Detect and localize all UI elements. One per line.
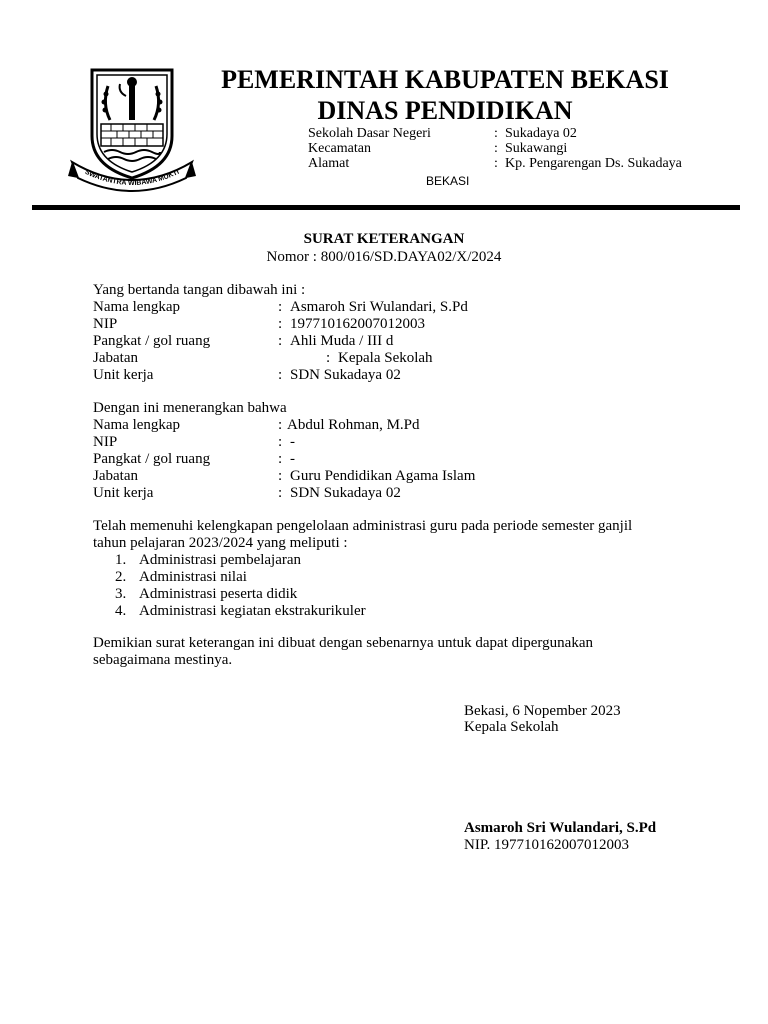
signer-row: Unit kerja : SDN Sukadaya 02 [93,367,401,383]
signer-row: NIP : 197710162007012003 [93,316,425,332]
field-value: Kepala Sekolah [338,350,433,366]
field-value: SDN Sukadaya 02 [290,367,401,383]
field-label: Jabatan [93,468,138,484]
field-value: SDN Sukadaya 02 [290,485,401,501]
field-value: Guru Pendidikan Agama Islam [290,468,476,484]
field-label: Nama lengkap [93,417,181,433]
logo-motto: SWATANTRA WIBAWA MUKTI [83,168,181,188]
header-info-row: Sekolah Dasar Negeri : Sukadaya 02 [308,126,577,141]
header-info-value: Sukadaya 02 [505,126,577,141]
subject-row: Pangkat / gol ruang : - [93,451,295,467]
signer-row: Pangkat / gol ruang : Ahli Muda / III d [93,333,394,349]
field-label: NIP [93,434,118,450]
field-label: Pangkat / gol ruang [93,333,211,349]
letter-number: Nomor : 800/016/SD.DAYA02/X/2024 [266,249,502,265]
header-info-row: Alamat : Kp. Pengarengan Ds. Sukadaya [308,156,682,171]
closing-line: sebagaimana mestinya. [93,652,233,668]
list-item-text: Administrasi pembelajaran [139,552,302,568]
header-info-label: Alamat [308,156,350,171]
government-title: PEMERINTAH KABUPATEN BEKASI [221,65,669,94]
list-item-text: Administrasi nilai [139,569,247,585]
signature-position: Kepala Sekolah [464,719,559,735]
field-label: Unit kerja [93,485,154,501]
list-item: 3. Administrasi peserta didik [115,586,298,602]
field-label: Unit kerja [93,367,154,383]
subject-row: Nama lengkap : Abdul Rohman, M.Pd [93,417,420,433]
signature-place-date: Bekasi, 6 Nopember 2023 [464,703,621,719]
list-item: 1. Administrasi pembelajaran [115,552,302,568]
header-info-label: Sekolah Dasar Negeri [308,126,431,141]
field-label: Pangkat / gol ruang [93,451,211,467]
intro-text: Yang bertanda tangan dibawah ini : [93,282,306,298]
field-value: - [290,451,295,467]
field-value: Ahli Muda / III d [290,333,394,349]
header-info-row: Kecamatan : Sukawangi [308,141,568,156]
letterhead-divider [32,205,740,210]
field-value: - [290,434,295,450]
field-value: Abdul Rohman, M.Pd [287,417,420,433]
field-label: NIP [93,316,118,332]
signature-nip: NIP. 197710162007012003 [464,837,630,853]
body-paragraph-line: Telah memenuhi kelengkapan pengelolaan administrasi guru pada periode semester ganjil [93,518,633,534]
letter-title: SURAT KETERANGAN [303,231,465,247]
field-label: Jabatan [93,350,138,366]
header-info-value: Kp. Pengarengan Ds. Sukadaya [505,156,682,171]
signer-row: Jabatan : Kepala Sekolah [93,350,433,366]
department-title: DINAS PENDIDIKAN [317,96,573,125]
subject-row: Unit kerja : SDN Sukadaya 02 [93,485,401,501]
header-city: BEKASI [426,174,470,188]
field-label: Nama lengkap [93,299,181,315]
signature-name: Asmaroh Sri Wulandari, S.Pd [464,820,657,836]
subject-row: Jabatan : Guru Pendidikan Agama Islam [93,468,476,484]
field-value: 197710162007012003 [290,316,425,332]
subject-row: NIP : - [93,434,295,450]
signer-row: Nama lengkap : Asmaroh Sri Wulandari, S.Pd [93,299,468,315]
closing-line: Demikian surat keterangan ini dibuat dengan sebenarnya untuk dapat dipergunakan [93,635,593,651]
list-item: 4. Administrasi kegiatan ekstrakurikuler [115,603,366,619]
header-info-label: Kecamatan [308,141,371,156]
list-item: 2. Administrasi nilai [115,569,247,585]
field-value: Asmaroh Sri Wulandari, S.Pd [290,299,468,315]
list-item-text: Administrasi kegiatan ekstrakurikuler [139,603,366,619]
declare-text: Dengan ini menerangkan bahwa [93,400,287,416]
body-paragraph-line: tahun pelajaran 2023/2024 yang meliputi : [93,535,348,551]
list-item-text: Administrasi peserta didik [139,586,298,602]
header-info-value: Sukawangi [505,141,568,156]
